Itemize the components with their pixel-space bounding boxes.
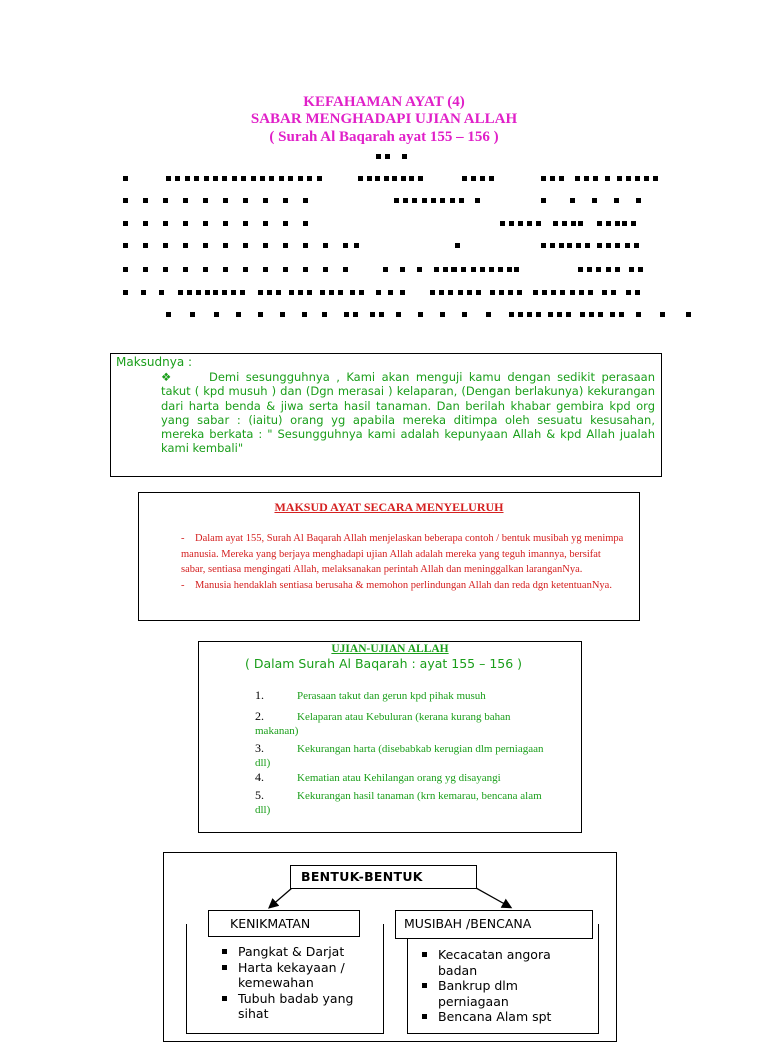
musibah-list [418, 947, 578, 1025]
arrow-to-musibah [476, 888, 510, 907]
arrow-to-kenikmatan [270, 888, 292, 907]
ujian-item-number: 1. [255, 688, 264, 702]
doc-title-line3: ( Surah Al Baqarah ayat 155 – 156 ) [269, 129, 499, 145]
musibah-item: Bencana Alam spt [418, 1009, 578, 1025]
ujian-item-number: 4. [255, 770, 264, 784]
bullet-icon [222, 949, 227, 954]
maksudnya-bullet-icon: ❖ [161, 370, 172, 384]
kenikmatan-title: KENIKMATAN [230, 916, 311, 931]
ujian-item-text: Perasaan takut dan gerun kpd pihak musuh [297, 690, 486, 702]
kenikmatan-item: Pangkat & Darjat [218, 944, 368, 960]
musibah-title: MUSIBAH /BENCANA [404, 916, 532, 931]
maksud-ayat-dash-2: - [181, 579, 185, 591]
kenikmatan-list [218, 944, 368, 1022]
maksudnya-label: Maksudnya : [116, 355, 193, 369]
ujian-item-text: Kematian atau Kehilangan orang yg disayangi [297, 772, 501, 784]
ujian-item-number: 5. [255, 788, 264, 802]
bentuk-title: BENTUK-BENTUK [301, 869, 423, 884]
ujian-title: UJIAN-UJIAN ALLAH [331, 643, 449, 655]
bullet-icon [222, 996, 227, 1001]
bullet-icon [422, 1014, 427, 1019]
maksudnya-text: Demi sesungguhnya , Kami akan menguji kamu dengan sedikit perasaan takut ( kpd musuh ) dan (Dgn merasai ) kelaparan, (Dengan berlakunya) kekurangan dari harta benda & jiwa serta hasil tanaman. Dan berilah khabar gembira kpd org yang sabar : (iaitu) orang yg apabila mereka ditimpa oleh sesuatu kesusahan, mereka berkata : " Sesungguhnya kami adalah kepunyaan Allah & kpd Allah jualah kami kembali" [161, 370, 655, 456]
ujian-item-text: Kekurangan harta (disebabkab kerugian dlm perniagaan dll) [255, 743, 544, 769]
musibah-title-box [395, 910, 593, 939]
kenikmatan-item: Tubuh badab yang sihat [218, 991, 368, 1022]
ujian-item-text: Kekurangan hasil tanaman (krn kemarau, bencana alam dll) [255, 790, 542, 816]
ujian-subtitle: ( Dalam Surah Al Baqarah : ayat 155 – 156 ) [245, 656, 523, 671]
doc-title-line1: KEFAHAMAN AYAT (4) [303, 94, 465, 110]
bullet-icon [422, 952, 427, 957]
maksud-ayat-paragraph-2: Manusia hendaklah sentiasa berusaha & memohon perlindungan Allah dan reda dgn ketentuanNya. [195, 579, 612, 591]
maksud-ayat-paragraph-1: Dalam ayat 155, Surah Al Baqarah Allah menjelaskan beberapa contoh / bentuk musibah yg menimpa manusia. Mereka yang berjaya menghadapi ujian Allah adalah mereka yang teguh imannya, bersifat sabar, sentiasa mengingati Allah, melaksanakan perintah Allah dan meninggalkan laranganNya. [181, 533, 624, 575]
bullet-icon [422, 983, 427, 988]
ujian-item-number: 2. [255, 709, 264, 723]
musibah-item: Kecacatan angora badan [418, 947, 578, 978]
doc-title-line2: SABAR MENGHADAPI UJIAN ALLAH [250, 111, 518, 127]
bentuk-title-box [290, 865, 477, 889]
maksud-ayat-dash-1: - [181, 533, 185, 544]
ujian-item-text: Kelaparan atau Kebuluran (kerana kurang bahan makanan) [255, 711, 511, 737]
bullet-icon [222, 965, 227, 970]
ujian-item-number: 3. [255, 741, 264, 755]
kenikmatan-title-box [208, 910, 360, 937]
maksud-ayat-title: MAKSUD AYAT SECARA MENYELURUH [274, 500, 504, 514]
kenikmatan-item: Harta kekayaan / kemewahan [218, 960, 368, 991]
musibah-item: Bankrup dlm perniagaan [418, 978, 578, 1009]
